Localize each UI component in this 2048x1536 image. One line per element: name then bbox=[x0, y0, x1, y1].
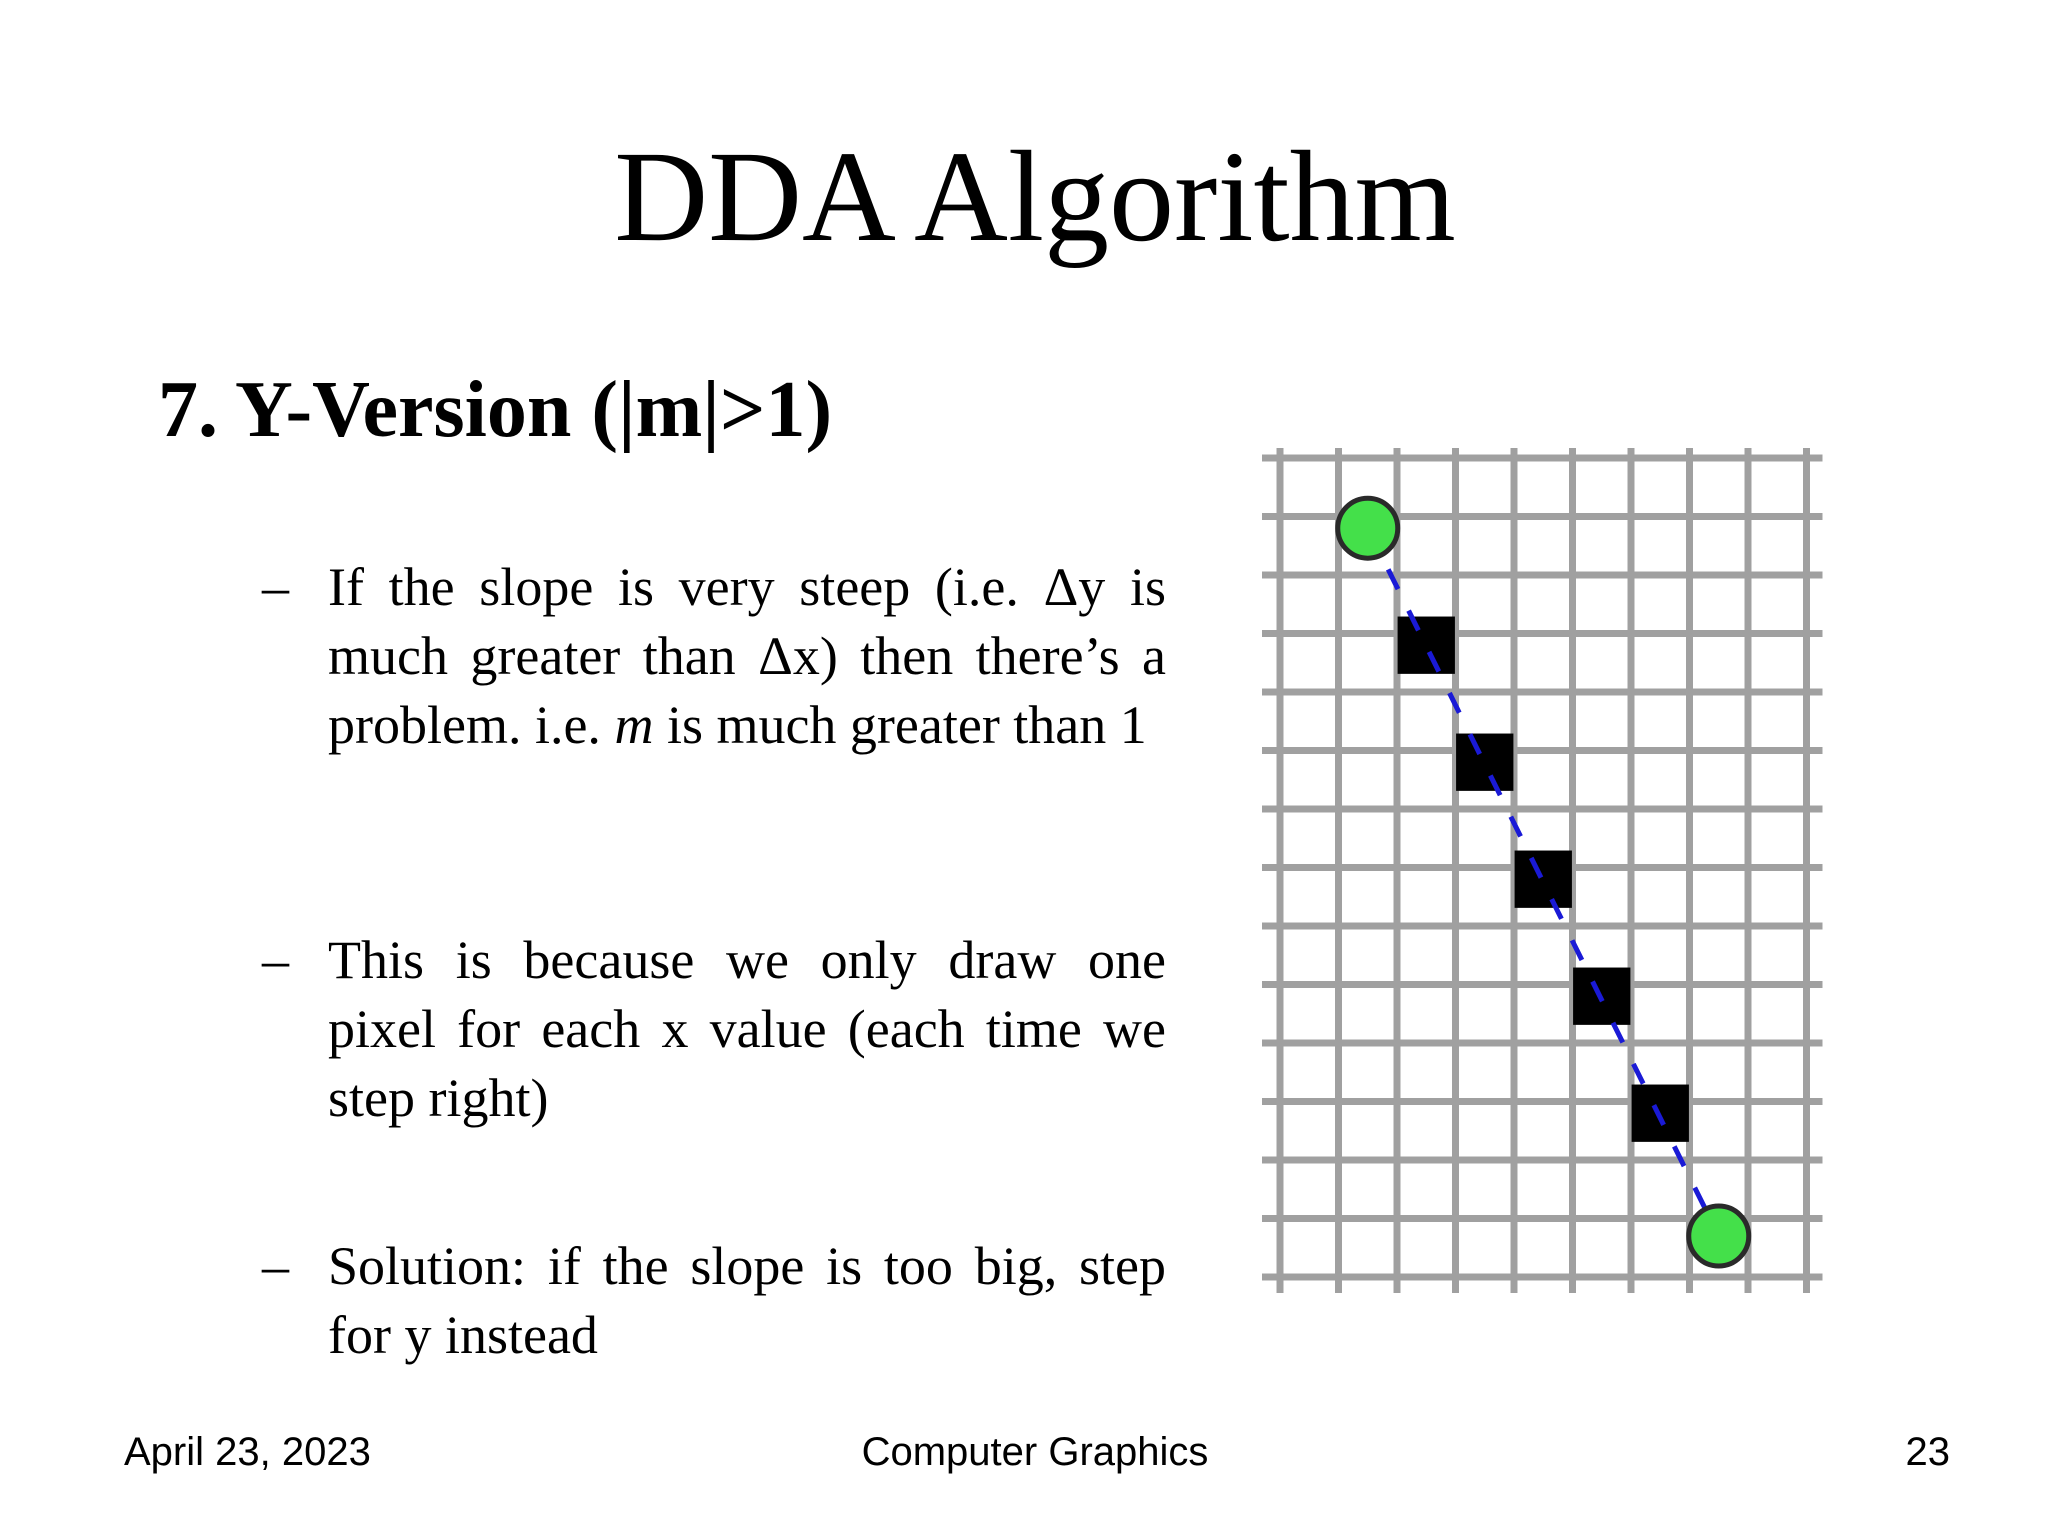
bullet-item bbox=[262, 1232, 1166, 1370]
end-endpoint bbox=[1689, 1206, 1749, 1266]
bullet-text-part: is much greater than 1 bbox=[653, 695, 1147, 755]
footer-course: Computer Graphics bbox=[861, 1430, 1209, 1474]
bullet-item bbox=[262, 553, 1166, 760]
dda-grid-figure bbox=[1262, 448, 1830, 1338]
bullet-text: This is because we only draw one pixel for each x value (each time we step right) bbox=[328, 930, 1166, 1128]
section-heading: 7. Y-Version (|m|>1) bbox=[158, 366, 833, 454]
grid-diagram bbox=[1262, 448, 1830, 1338]
pixel-square bbox=[1515, 851, 1572, 908]
bullet-dash: – bbox=[262, 930, 289, 990]
pixel-square bbox=[1398, 617, 1455, 674]
bullet-text bbox=[328, 553, 1166, 760]
bullet-text: Solution: if the slope is too big, step for y instead bbox=[328, 1236, 1166, 1365]
bullet-dash: – bbox=[262, 557, 289, 617]
bullet-dash: – bbox=[262, 1236, 289, 1296]
pixel-square bbox=[1456, 734, 1513, 791]
footer-date: April 23, 2023 bbox=[124, 1430, 371, 1474]
bullet-text-part: If the slope is very steep (i.e. Δy is much greater than Δx) then there’s a problem. i.e. bbox=[328, 557, 1166, 755]
bullet-item bbox=[262, 926, 1166, 1133]
bullet-text-variable: m bbox=[614, 695, 654, 755]
slide-title: DDA Algorithm bbox=[614, 125, 1456, 269]
start-endpoint bbox=[1338, 498, 1398, 558]
footer-page-number: 23 bbox=[1905, 1430, 1950, 1474]
